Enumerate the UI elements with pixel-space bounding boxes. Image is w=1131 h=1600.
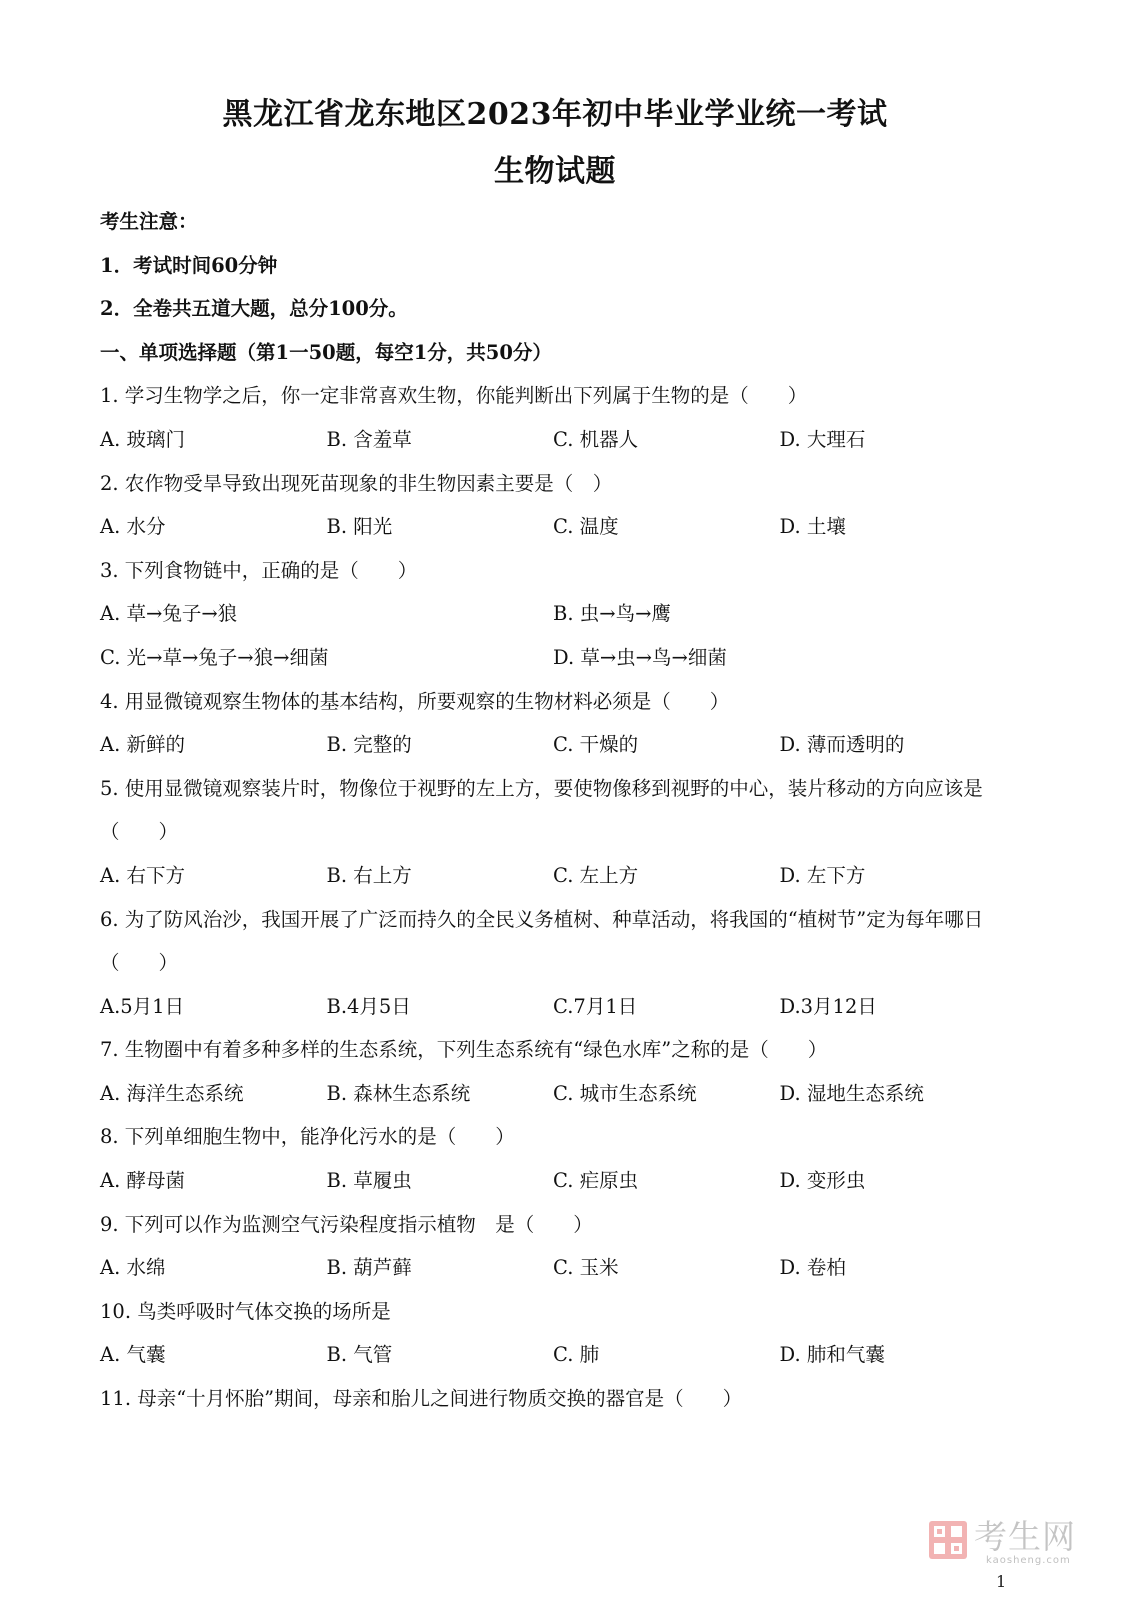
notice-item-2: 2．全卷共五道大题，总分100分。 <box>100 297 408 321</box>
question-9-options <box>100 1246 1040 1290</box>
question-7-option-d: D. 湿地生态系统 <box>779 1081 924 1105</box>
question-3-option-c: C. 光→草→兔子→狼→细菌 <box>100 645 329 669</box>
question-1-option-c: C. 机器人 <box>553 427 639 451</box>
question-8-option-a: A. 酵母菌 <box>100 1169 185 1193</box>
question-5-option-c: C. 左上方 <box>553 863 639 887</box>
question-5-stem: 5. 使用显微镜观察装片时，物像位于视野的左上方，要使物像移到视野的中心，装片移动的方向应该是 <box>100 776 983 800</box>
question-7-options <box>100 1072 1040 1116</box>
question-9-option-d: D. 卷柏 <box>779 1256 846 1280</box>
question-4-stem: 4. 用显微镜观察生物体的基本结构，所要观察的生物材料必须是（ ） <box>100 689 730 713</box>
question-3-stem: 3. 下列食物链中，正确的是（ ） <box>100 558 418 582</box>
question-3-options-row-2 <box>100 636 1040 680</box>
question-3-option-b: B. 虫→鸟→鹰 <box>553 602 671 626</box>
question-4-options <box>100 723 1040 767</box>
question-10-option-c: C. 肺 <box>553 1343 600 1367</box>
question-5-option-a: A. 右下方 <box>100 863 185 887</box>
question-8-option-d: D. 变形虫 <box>779 1169 866 1193</box>
question-10-option-b: B. 气管 <box>326 1343 393 1367</box>
question-10-stem: 10. 鸟类呼吸时气体交换的场所是 <box>100 1299 391 1323</box>
question-7-option-c: C. 城市生态系统 <box>553 1081 697 1105</box>
question-6-stem: 6. 为了防风治沙，我国开展了广泛而持久的全民义务植树、种草活动，将我国的“植树节”定为每年哪日 <box>100 907 984 931</box>
question-8-option-c: C. 疟原虫 <box>553 1169 639 1193</box>
question-4-option-b: B. 完整的 <box>326 733 412 757</box>
question-9-option-a: A. 水绵 <box>100 1256 166 1280</box>
question-1-option-a: A. 玻璃门 <box>100 427 185 451</box>
question-9-option-b: B. 葫芦藓 <box>326 1256 412 1280</box>
question-5-option-d: D. 左下方 <box>779 863 866 887</box>
question-2-option-b: B. 阳光 <box>326 515 393 539</box>
question-11-stem: 11. 母亲“十月怀胎”期间，母亲和胎儿之间进行物质交换的器官是（ ） <box>100 1387 743 1411</box>
question-1-option-b: B. 含羞草 <box>326 427 412 451</box>
question-6-answer-blank: （ ） <box>100 951 179 975</box>
question-5-options <box>100 854 1040 898</box>
question-2-option-c: C. 温度 <box>553 515 619 539</box>
exam-body <box>100 200 1040 1421</box>
question-4-option-a: A. 新鲜的 <box>100 733 185 757</box>
notice-heading: 考生注意： <box>100 210 198 233</box>
question-1-stem: 1. 学习生物学之后，你一定非常喜欢生物，你能判断出下列属于生物的是（ ） <box>100 384 808 408</box>
exam-subtitle: 生物试题 <box>494 154 616 189</box>
section-heading: 一、单项选择题（第1一50题，每空1分，共50分） <box>100 340 552 364</box>
question-8-option-b: B. 草履虫 <box>326 1169 412 1193</box>
question-4-option-d: D. 薄而透明的 <box>779 733 905 757</box>
question-7-option-a: A. 海洋生态系统 <box>100 1081 244 1105</box>
exam-title: 黑龙江省龙东地区2023年初中毕业学业统一考试 <box>222 97 888 132</box>
question-2-options <box>100 505 1040 549</box>
question-6-option-a: A.5月1日 <box>100 994 185 1018</box>
question-2-stem: 2. 农作物受旱导致出现死苗现象的非生物因素主要是（ ） <box>100 471 613 495</box>
watermark-brand: 考生网 <box>974 1517 1076 1556</box>
question-1-option-d: D. 大理石 <box>779 427 866 451</box>
question-10-options <box>100 1333 1040 1377</box>
question-7-stem: 7. 生物圈中有着多种多样的生态系统，下列生态系统有“绿色水库”之称的是（ ） <box>100 1038 828 1062</box>
question-2-option-a: A. 水分 <box>100 515 166 539</box>
question-6-option-d: D.3月12日 <box>779 994 877 1018</box>
question-3-options-row-1 <box>100 592 1040 636</box>
question-5-option-b: B. 右上方 <box>326 863 412 887</box>
question-4-option-c: C. 干燥的 <box>553 733 639 757</box>
question-6-options <box>100 985 1040 1029</box>
question-10-option-a: A. 气囊 <box>100 1343 166 1367</box>
question-3-option-a: A. 草→兔子→狼 <box>100 602 238 626</box>
question-8-stem: 8. 下列单细胞生物中，能净化污水的是（ ） <box>100 1125 515 1149</box>
watermark-domain: kaosheng.com <box>986 1555 1071 1566</box>
question-8-options <box>100 1159 1040 1203</box>
page-number: 1 <box>996 1572 1007 1591</box>
question-6-option-c: C.7月1日 <box>553 994 638 1018</box>
question-7-option-b: B. 森林生态系统 <box>326 1081 471 1105</box>
question-9-option-c: C. 玉米 <box>553 1256 619 1280</box>
question-5-answer-blank: （ ） <box>100 820 179 844</box>
kaosheng-logo-icon <box>928 1520 968 1560</box>
watermark-logo <box>928 1518 1098 1570</box>
notice-item-1: 1．考试时间60分钟 <box>100 253 278 277</box>
question-1-options <box>100 418 1040 462</box>
question-10-option-d: D. 肺和气囊 <box>779 1343 885 1367</box>
question-6-option-b: B.4月5日 <box>326 994 411 1018</box>
question-2-option-d: D. 土壤 <box>779 515 846 539</box>
question-3-option-d: D. 草→虫→鸟→细菌 <box>553 645 727 669</box>
question-9-stem: 9. 下列可以作为监测空气污染程度指示植物 是（ ） <box>100 1212 593 1236</box>
